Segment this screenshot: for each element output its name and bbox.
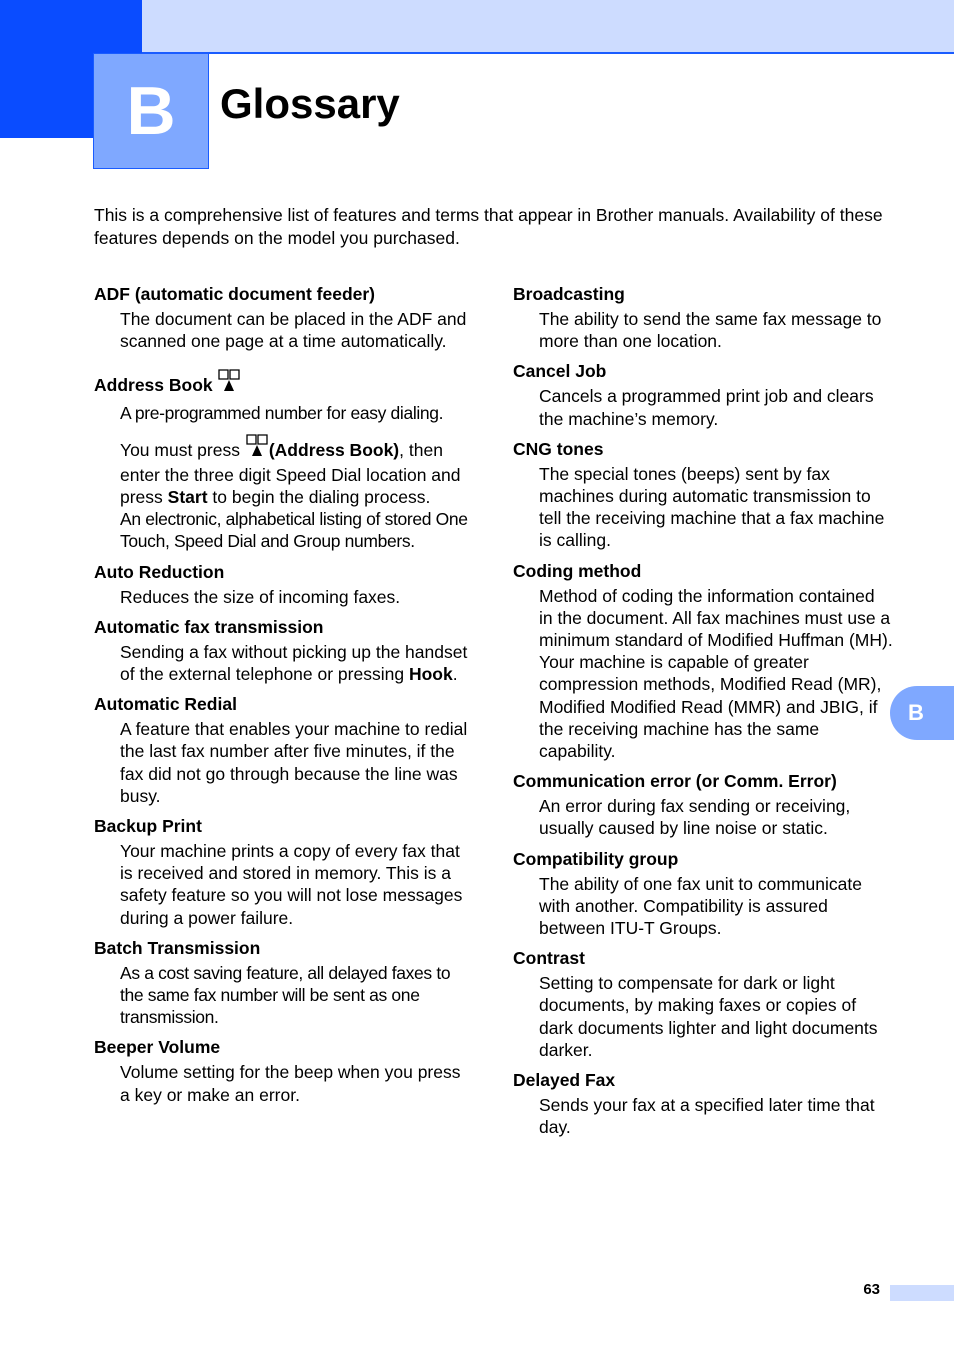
- glossary-entry: [94, 937, 474, 1029]
- definition-text: to begin the dialing process.: [207, 487, 431, 508]
- glossary-entry: [513, 848, 893, 940]
- glossary-entry: [94, 616, 474, 685]
- definition-text: Sending a fax without picking up the handset of the external telephone or pressing: [120, 641, 468, 685]
- glossary-term: Backup Print: [94, 816, 202, 837]
- glossary-definition: Your machine prints a copy of every fax that is received and stored in memory. This is a safety feature so you will not lose messages during a power failure.: [120, 841, 463, 928]
- glossary-definition: As a cost saving feature, all delayed faxes to the same fax number will be sent as one transmission.: [120, 962, 451, 1028]
- glossary-entry: [513, 360, 893, 429]
- glossary-term: Compatibility group: [513, 848, 679, 869]
- glossary-definition: An electronic, alphabetical listing of stored One Touch, Speed Dial and Group numbers.: [120, 509, 468, 552]
- glossary-entry: [513, 770, 893, 839]
- glossary-term: Delayed Fax: [513, 1070, 616, 1091]
- glossary-definition: [120, 433, 474, 509]
- glossary-entry: [94, 693, 474, 807]
- glossary-entry: [94, 561, 474, 608]
- glossary-term-text: Address Book: [94, 375, 213, 396]
- glossary-column-left: [94, 283, 474, 1114]
- glossary-term: Coding method: [513, 560, 642, 581]
- glossary-entry: [513, 560, 893, 763]
- glossary-definition: Cancels a programmed print job and clears the machine’s memory.: [539, 386, 874, 429]
- glossary-definition: Method of coding the information contained in the document. All fax machines must use a minimum standard of Modified Huffman (MH). Your machine is capable of greater compression methods, Modified Read (MR), Modified Modified Read (MMR) and JBIG, if the receiving machine has the same capability.: [539, 585, 893, 762]
- glossary-entry: [513, 283, 893, 352]
- glossary-definition: The ability of one fax unit to communicate with another. Compatibility is assured between ITU-T Groups.: [539, 873, 862, 939]
- glossary-definition: The ability to send the same fax message to more than one location.: [539, 309, 882, 352]
- glossary-term: ADF (automatic document feeder): [94, 284, 375, 304]
- glossary-definition: A feature that enables your machine to redial the last fax number after five minutes, if the fax did not go through because the line was busy.: [120, 719, 468, 806]
- glossary-term: Contrast: [513, 948, 585, 969]
- glossary-definition: Sends your fax at a specified later time that day.: [539, 1095, 875, 1138]
- glossary-entry: [513, 1069, 893, 1138]
- glossary-entry: [94, 283, 474, 352]
- glossary-entry: [513, 947, 893, 1061]
- glossary-term: CNG tones: [513, 438, 604, 459]
- glossary-entry: [94, 1036, 474, 1105]
- glossary-term: Automatic fax transmission: [94, 616, 324, 637]
- glossary-definition: Volume setting for the beep when you press a key or make an error.: [120, 1062, 461, 1105]
- glossary-term: Communication error (or Comm. Error): [513, 771, 837, 792]
- glossary-definition: Setting to compensate for dark or light documents, by making faxes or copies of dark documents lighter and light documents darker.: [539, 973, 878, 1060]
- glossary-term: Beeper Volume: [94, 1037, 221, 1058]
- glossary-term: Broadcasting: [513, 284, 625, 304]
- glossary-term: Cancel Job: [513, 361, 607, 382]
- glossary-term: Automatic Redial: [94, 694, 237, 715]
- glossary-column-right: [513, 283, 893, 1146]
- definition-bold-text: (Address Book): [268, 439, 400, 460]
- definition-text: , then enter the three digit Speed Dial location and press: [120, 439, 461, 508]
- header-band: [0, 0, 954, 53]
- page-title: Glossary: [220, 80, 400, 127]
- chapter-side-tab: B: [890, 686, 954, 740]
- glossary-definition: The document can be placed in the ADF and scanned one page at a time automatically.: [120, 309, 467, 352]
- glossary-term: Auto Reduction: [94, 561, 225, 582]
- glossary-term: Batch Transmission: [94, 937, 261, 958]
- chapter-letter-box: B: [93, 53, 209, 169]
- address-book-icon: [245, 433, 269, 464]
- glossary-definition: [120, 641, 474, 685]
- definition-bold-text: Start: [167, 487, 208, 508]
- page-number: 63: [863, 1281, 880, 1298]
- header-rule: [142, 52, 954, 54]
- address-book-icon: [217, 368, 241, 400]
- definition-text: .: [452, 664, 458, 685]
- glossary-definition: A pre-programmed number for easy dialing.: [120, 403, 444, 424]
- glossary-entry: [94, 815, 474, 929]
- glossary-definition: Reduces the size of incoming faxes.: [120, 586, 401, 607]
- intro-paragraph: This is a comprehensive list of features and terms that appear in Brother manuals. Availability of these features depends on the model you purchased.: [94, 205, 883, 248]
- definition-text: You must press: [120, 439, 245, 460]
- glossary-entry: [513, 438, 893, 552]
- glossary-definition: The special tones (beeps) sent by fax machines during automatic transmission to tell the receiving machine that a fax machine is calling.: [539, 463, 885, 551]
- page-number-bar: [890, 1285, 954, 1301]
- glossary-definition: An error during fax sending or receiving, usually caused by line noise or static.: [539, 796, 851, 839]
- glossary-term: [94, 368, 474, 402]
- glossary-entry: [94, 368, 474, 552]
- definition-bold-text: Hook: [408, 664, 453, 685]
